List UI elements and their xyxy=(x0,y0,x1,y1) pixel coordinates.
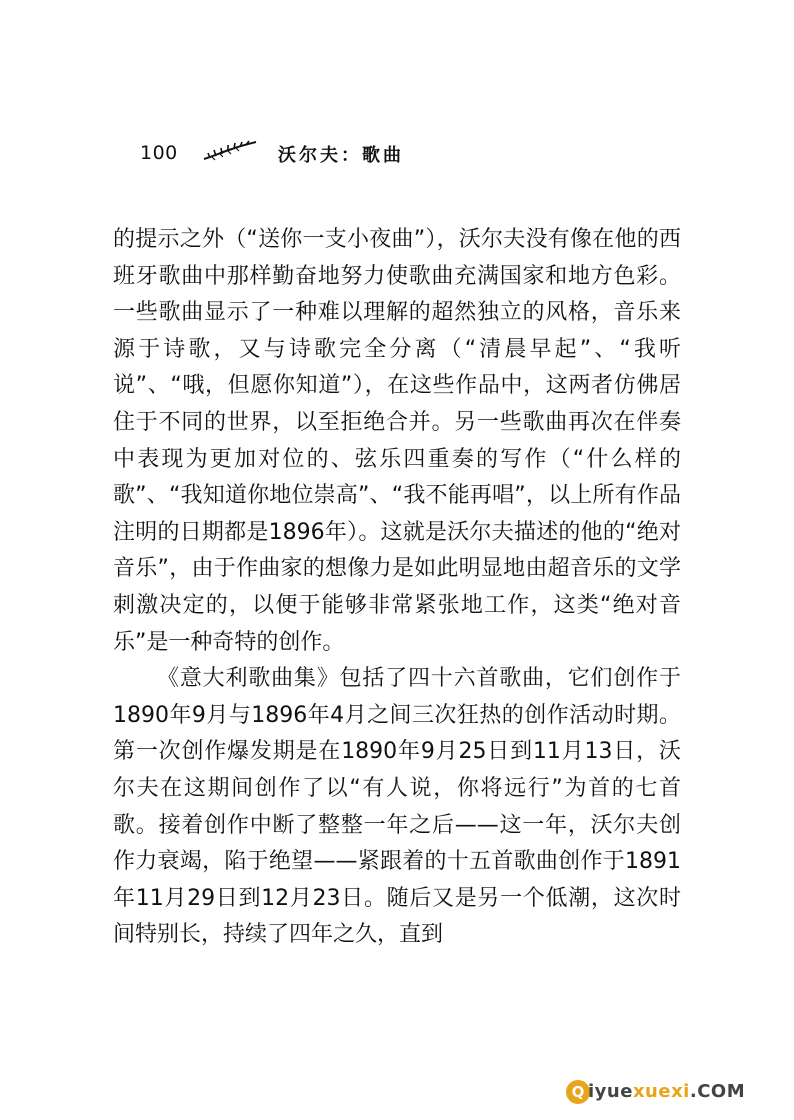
paragraph-2: 《意大利歌曲集》包括了四十六首歌曲，它们创作于1890年9月与1896年4月之间三次狂热的创作活动时期。第一次创作爆发期是在1890年9月25日到11月13日，沃尔夫在这期间创作了以“有人说，你将远行”为首的七首歌。接着创作中断了整整一年之后——这一年，沃尔夫创作力衰竭，陷于绝望——紧跟着的十五首歌曲创作于1891年11月29日到12月23日。随后又是另一个低潮，这次时间特别长，持续了四年之久，直到 xyxy=(113,666,681,948)
page-number: 100 xyxy=(140,142,178,164)
running-head: 沃尔夫：歌曲 xyxy=(278,145,404,166)
feather-ornament-icon xyxy=(202,140,258,162)
paragraph-1: 的提示之外（“送你一支小夜曲”），沃尔夫没有像在他的西班牙歌曲中那样勤奋地努力使歌曲充满国家和地方色彩。一些歌曲显示了一种难以理解的超然独立的风格，音乐来源于诗歌，又与诗歌完全分离（“清晨早起”、“我听说”、“哦，但愿你知道”），在这些作品中，这两者仿佛居住于不同的世界，以至拒绝合并。另一些歌曲再次在伴奏中表现为更加对位的、弦乐四重奏的写作（“什么样的歌”、“我知道你地位崇高”、“我不能再唱”，以上所有作品注明的日期都是1896年）。这就是沃尔夫描述的他的“绝对音乐”，由于作曲家的想像力是如此明显地由超音乐的文学刺激决定的，以便于能够非常紧张地工作，这类“绝对音乐”是一种奇特的创作。 xyxy=(113,227,681,655)
page-header xyxy=(140,140,600,170)
watermark-logo xyxy=(566,1080,776,1106)
watermark-badge: Q xyxy=(566,1080,590,1104)
watermark-text: iyuexuexi.COM xyxy=(588,1081,746,1102)
body-text xyxy=(113,222,681,954)
